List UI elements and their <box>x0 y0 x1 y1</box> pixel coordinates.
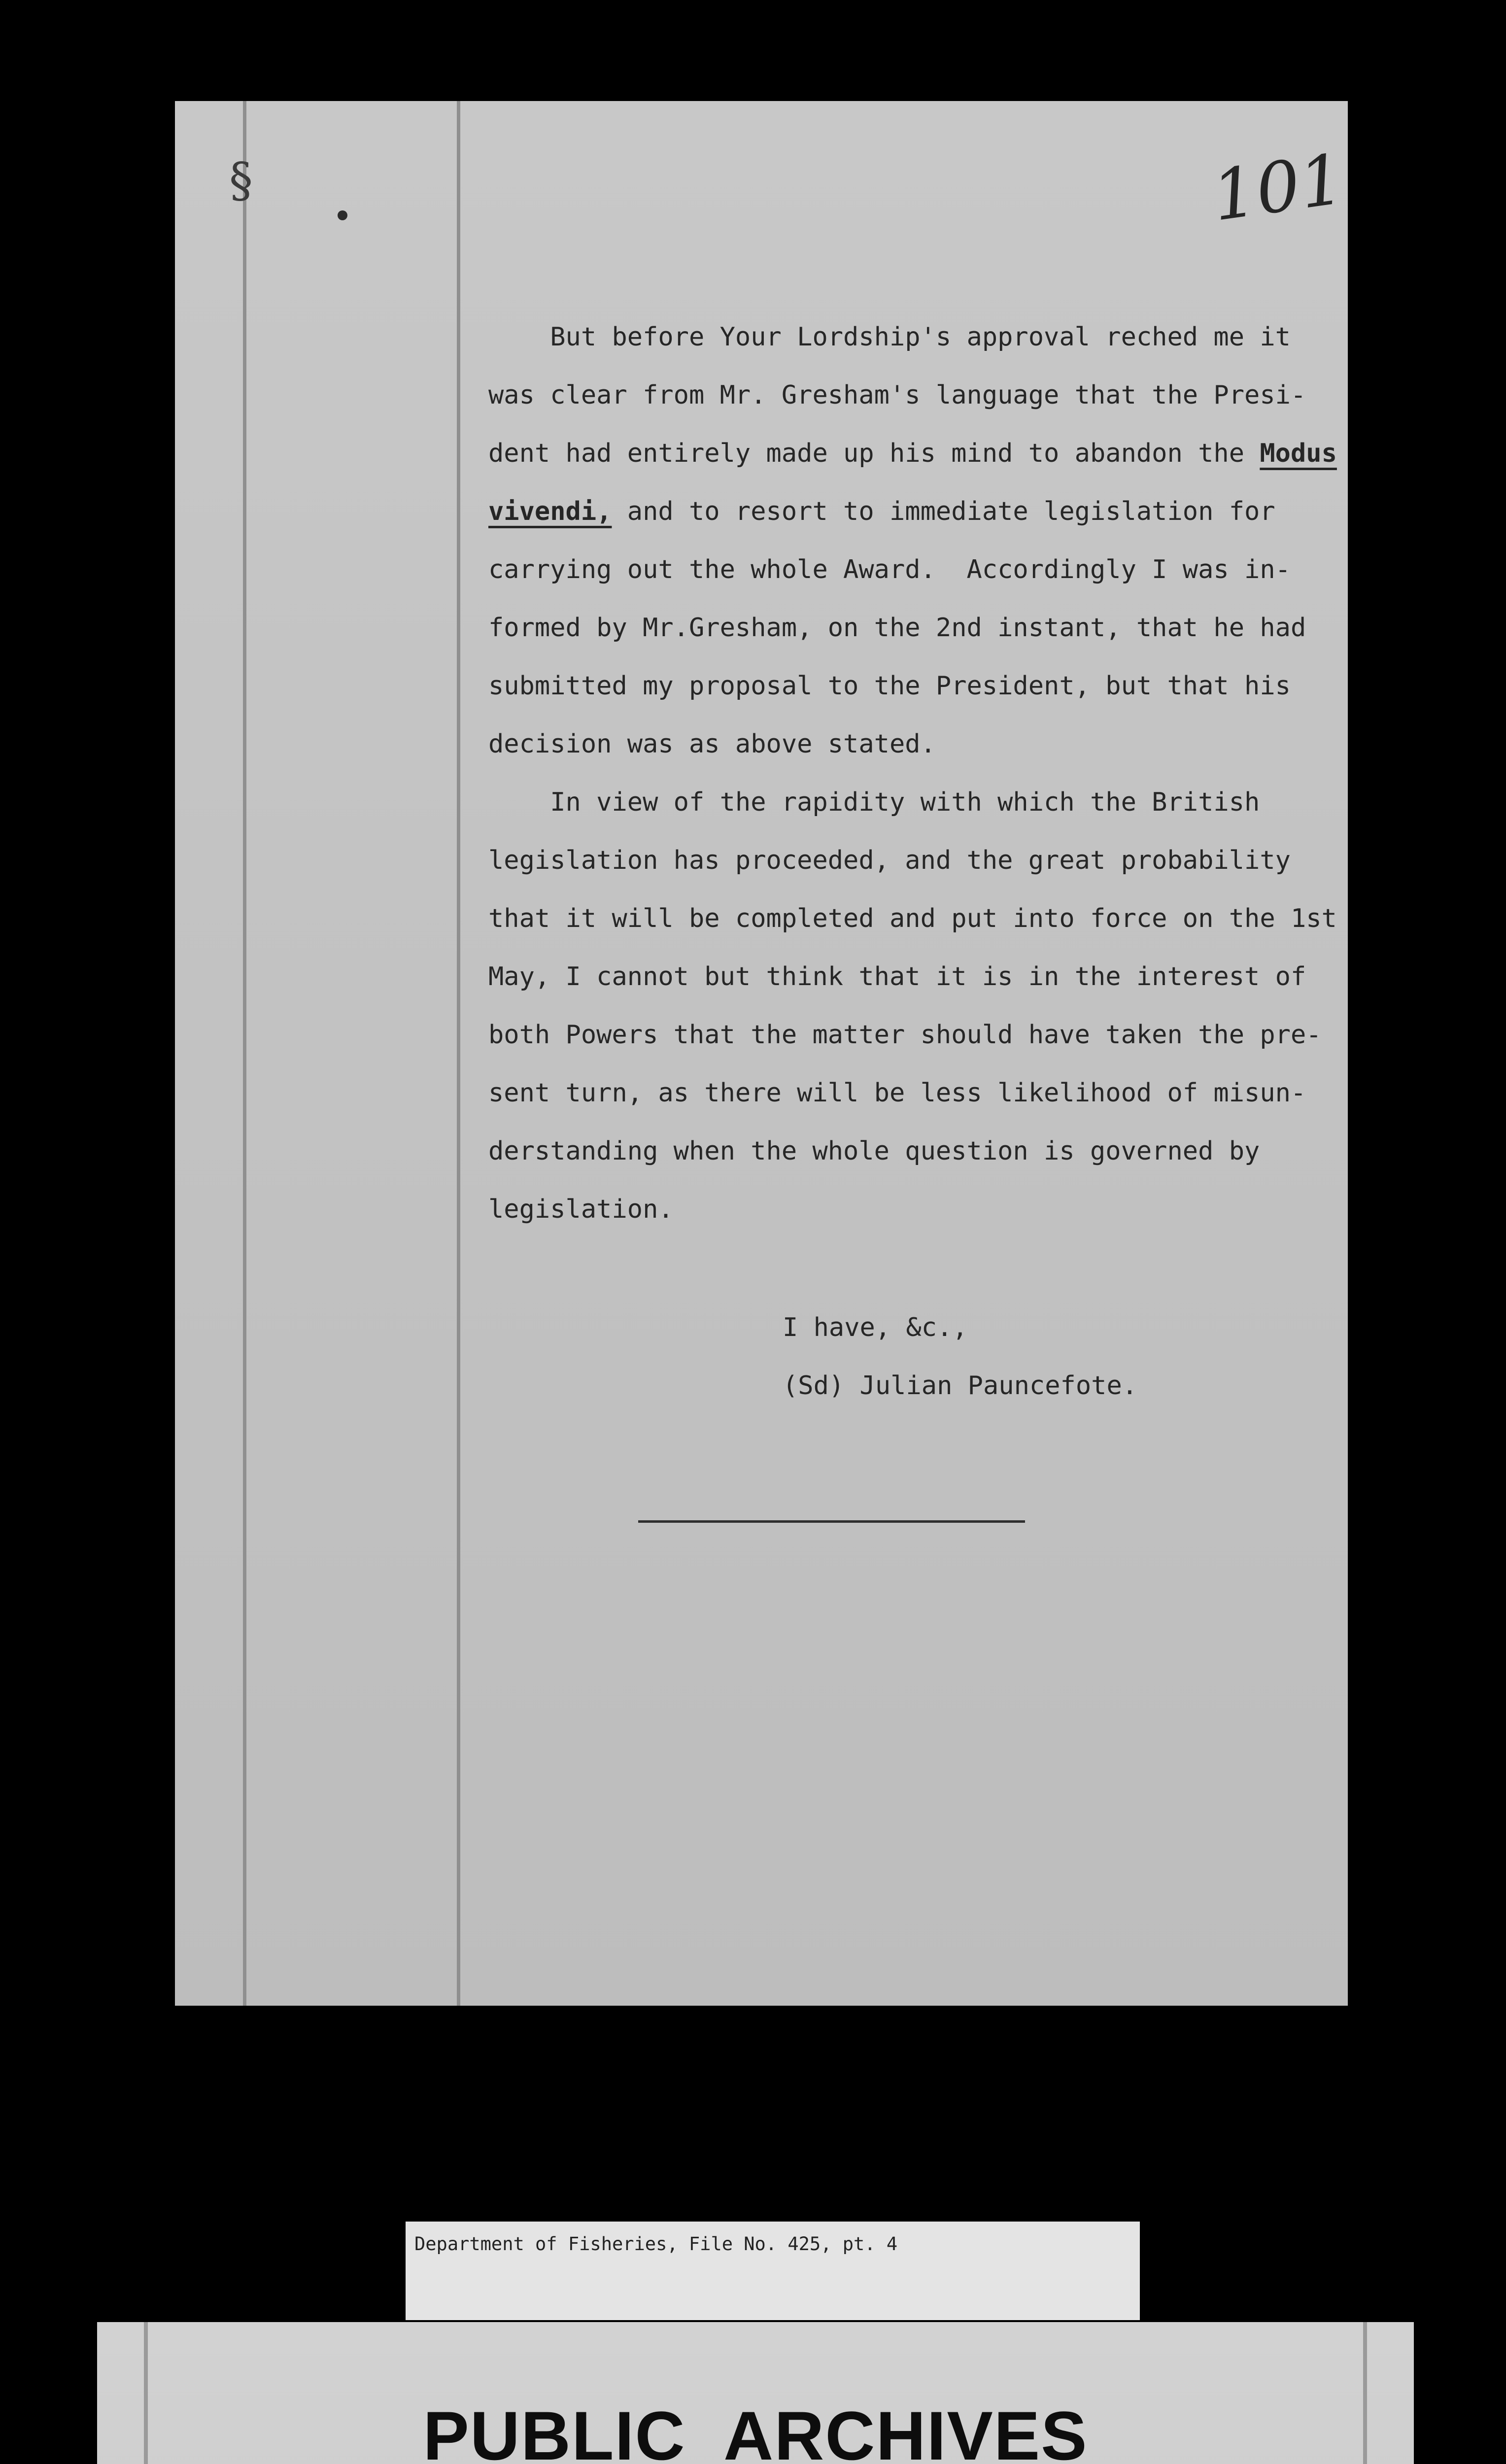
archives-stamp <box>97 2322 1414 2464</box>
margin-rule-inner <box>457 101 460 2006</box>
closing-phrase: I have, &c., <box>783 1313 968 1342</box>
text-line: But before Your Lordship's approval reched me it <box>488 322 1291 352</box>
text-line: legislation has proceeded, and the great probability <box>488 846 1291 875</box>
text-line: decision was as above stated. <box>488 729 936 759</box>
text-line: carrying out the whole Award. Accordingly I was in- <box>488 555 1291 584</box>
text-line: both Powers that the matter should have taken the pre- <box>488 1020 1322 1050</box>
margin-rule-outer <box>243 101 246 2006</box>
underlined-phrase: Modus <box>1260 439 1337 468</box>
file-reference-text: Department of Fisheries, File No. 425, pt. 4 <box>414 2233 898 2255</box>
text-line: In view of the rapidity with which the British <box>488 787 1260 817</box>
underlined-phrase: vivendi, <box>488 497 612 526</box>
text-line <box>488 482 1326 541</box>
text-fragment: and to resort to immediate legislation for <box>612 497 1275 526</box>
text-line: submitted my proposal to the President, but that his <box>488 671 1291 701</box>
stamp-line-english: PUBLIC ARCHIVES <box>423 2397 1088 2464</box>
text-line: sent turn, as there will be less likelihood of misun- <box>488 1078 1306 1108</box>
text-line: derstanding when the whole question is governed by <box>488 1136 1260 1166</box>
text-line: was clear from Mr. Gresham's language that the Presi- <box>488 380 1306 410</box>
file-reference-label <box>406 2222 1140 2320</box>
ink-dot <box>338 210 347 220</box>
text-fragment: dent had entirely made up his mind to abandon the <box>488 439 1260 468</box>
text-line: formed by Mr.Gresham, on the 2nd instant, that he had <box>488 613 1306 643</box>
text-line <box>488 424 1337 482</box>
text-line: that it will be completed and put into force on the 1st <box>488 904 1337 933</box>
signature: (Sd) Julian Pauncefote. <box>783 1371 1138 1401</box>
margin-mark: § <box>229 153 253 208</box>
letter-body <box>488 308 1337 1238</box>
page-number: 101 <box>1207 139 1349 237</box>
text-line: May, I cannot but think that it is in the interest of <box>488 962 1306 992</box>
document-page <box>175 101 1348 2006</box>
letter-closing <box>783 1299 1137 1415</box>
end-rule <box>638 1520 1025 1523</box>
text-line: legislation. <box>488 1195 674 1224</box>
